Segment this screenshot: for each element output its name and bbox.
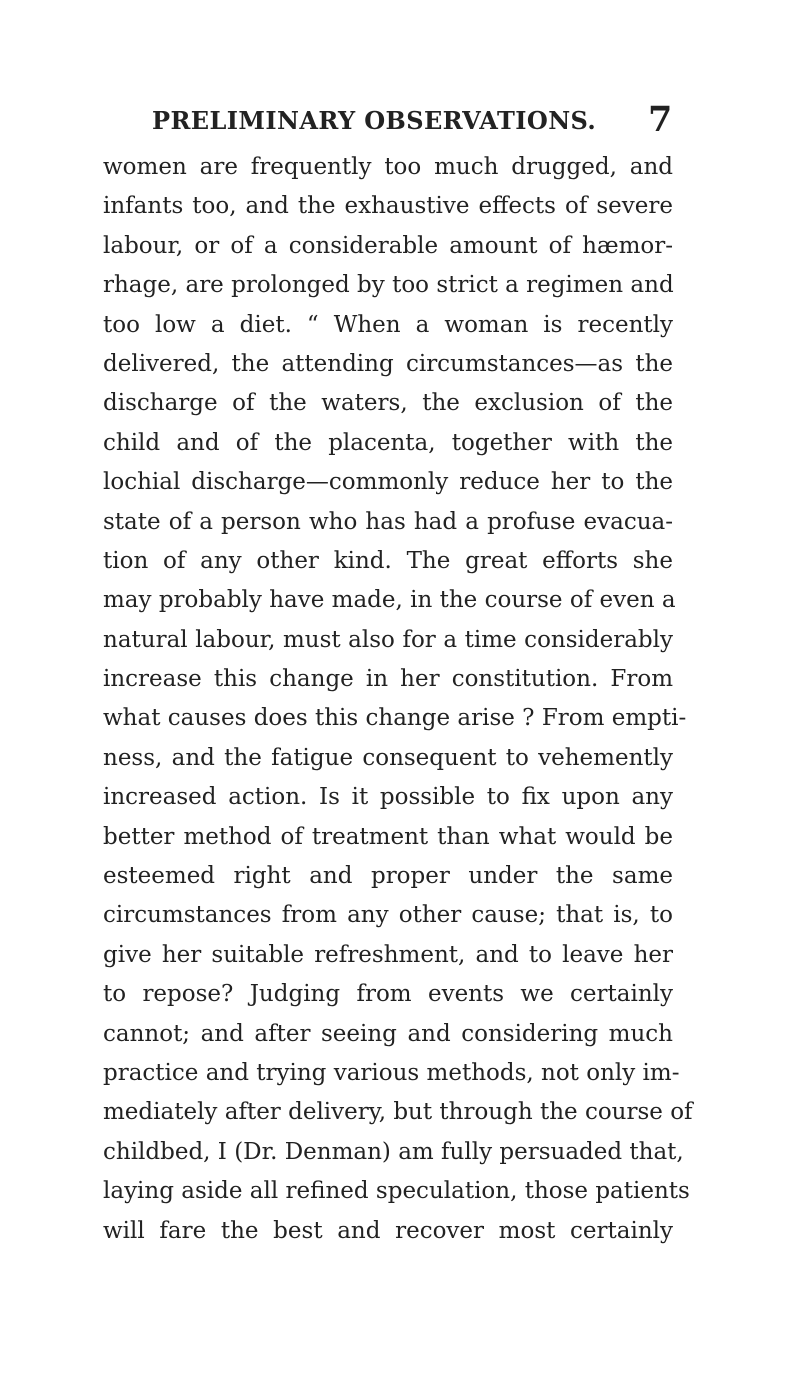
body-text (103, 148, 693, 1328)
text-line: child and of the placenta, together with the (103, 429, 673, 456)
text-line: labour, or of a considerable amount of hæmor- (103, 232, 673, 259)
text-line: infants too, and the exhaustive effects of severe (103, 193, 673, 220)
text-line: increase this change in her constitution. From (103, 666, 673, 693)
text-line: discharge of the waters, the exclusion of the (103, 390, 673, 417)
text-line: childbed, I (Dr. Denman) am fully persuaded that, (103, 1138, 684, 1165)
text-line: tion of any other kind. The great efforts she (103, 547, 673, 574)
text-line: esteemed right and proper under the same (103, 863, 673, 890)
text-line: ness, and the fatigue consequent to vehemently (103, 744, 673, 771)
page-number: 7 (648, 99, 673, 140)
text-line: will fare the best and recover most certainly (103, 1217, 673, 1244)
text-line: too low a diet. “ When a woman is recently (103, 311, 673, 338)
text-line: rhage, are prolonged by too strict a regimen and (103, 272, 674, 299)
text-line: practice and trying various methods, not only im- (103, 1059, 680, 1086)
text-line: may probably have made, in the course of even a (103, 587, 676, 614)
text-line: circumstances from any other cause; that is, to (103, 902, 673, 929)
running-head: PRELIMINARY OBSERVATIONS. (152, 106, 597, 135)
text-line: cannot; and after seeing and considering much (103, 1020, 673, 1047)
text-line: increased action. Is it possible to fix upon any (103, 784, 673, 811)
text-line: better method of treatment than what would be (103, 823, 673, 850)
text-line: to repose? Judging from events we certainly (103, 981, 673, 1008)
text-line: natural labour, must also for a time considerably (103, 626, 673, 653)
text-line: women are frequently too much drugged, and (103, 154, 673, 180)
text-line: laying aside all refined speculation, those patients (103, 1178, 690, 1205)
text-line: mediately after delivery, but through the course of (103, 1099, 693, 1126)
text-line: what causes does this change arise ? From empti- (103, 705, 687, 732)
text-line: lochial discharge—commonly reduce her to the (103, 469, 673, 496)
text-line: state of a person who has had a profuse evacua- (103, 508, 673, 535)
text-line: delivered, the attending circumstances—as the (103, 350, 673, 377)
text-line: give her suitable refreshment, and to leave her (103, 941, 673, 968)
